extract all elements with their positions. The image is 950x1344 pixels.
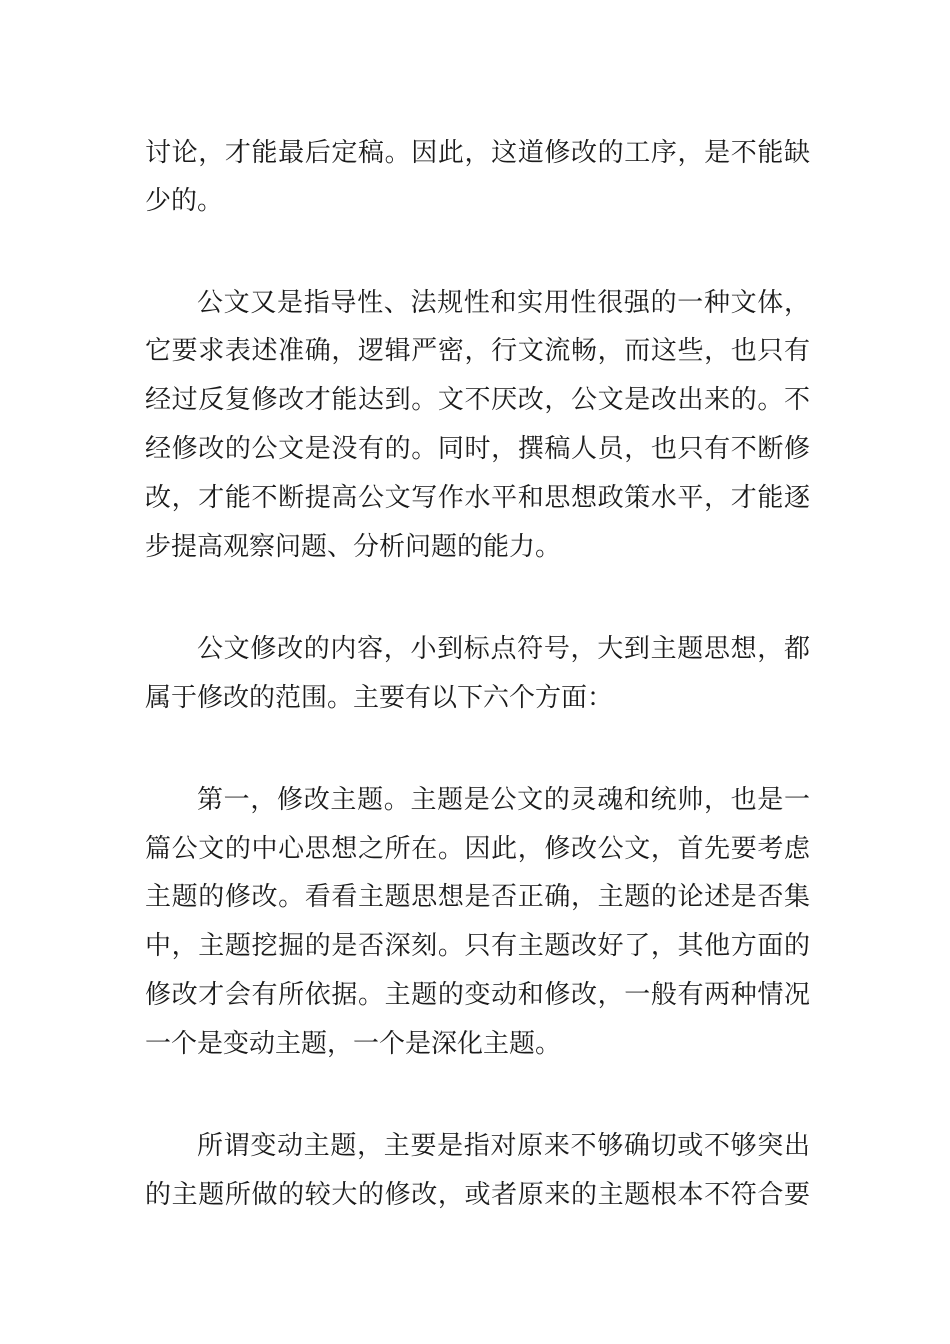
paragraph-4-line-5: 修改才会有所依据。主题的变动和修改，一般有两种情况 bbox=[145, 980, 810, 1010]
paragraph-2-line-3: 经过反复修改才能达到。文不厌改，公文是改出来的。不 bbox=[145, 385, 810, 415]
paragraph-2-line-4: 经修改的公文是没有的。同时，撰稿人员，也只有不断修 bbox=[145, 434, 810, 464]
paragraph-2-line-1: 公文又是指导性、法规性和实用性很强的一种文体， bbox=[197, 288, 810, 318]
paragraph-2-line-6: 步提高观察问题、分析问题的能力。 bbox=[145, 532, 562, 562]
paragraph-2-line-2: 它要求表述准确，逻辑严密，行文流畅，而这些，也只有 bbox=[145, 336, 810, 366]
paragraph-3-line-2: 属于修改的范围。主要有以下六个方面： bbox=[145, 683, 614, 713]
paragraph-1-line-1: 讨论，才能最后定稿。因此，这道修改的工序，是不能缺 bbox=[145, 138, 810, 168]
paragraph-2-line-5: 改，才能不断提高公文写作水平和思想政策水平，才能逐 bbox=[145, 483, 810, 513]
paragraph-4-line-6: 一个是变动主题，一个是深化主题。 bbox=[145, 1029, 562, 1059]
paragraph-4-line-2: 篇公文的中心思想之所在。因此，修改公文，首先要考虑 bbox=[145, 834, 810, 864]
paragraph-5-line-2: 的主题所做的较大的修改，或者原来的主题根本不符合要 bbox=[145, 1180, 810, 1210]
paragraph-4-line-4: 中，主题挖掘的是否深刻。只有主题改好了，其他方面的 bbox=[145, 931, 810, 961]
paragraph-4-line-3: 主题的修改。看看主题思想是否正确，主题的论述是否集 bbox=[145, 882, 810, 912]
paragraph-4-line-1: 第一，修改主题。主题是公文的灵魂和统帅，也是一 bbox=[197, 785, 810, 815]
paragraph-1-line-2: 少的。 bbox=[145, 186, 224, 216]
paragraph-5-line-1: 所谓变动主题，主要是指对原来不够确切或不够突出 bbox=[197, 1131, 810, 1161]
paragraph-3-line-1: 公文修改的内容，小到标点符号，大到主题思想，都 bbox=[197, 634, 810, 664]
